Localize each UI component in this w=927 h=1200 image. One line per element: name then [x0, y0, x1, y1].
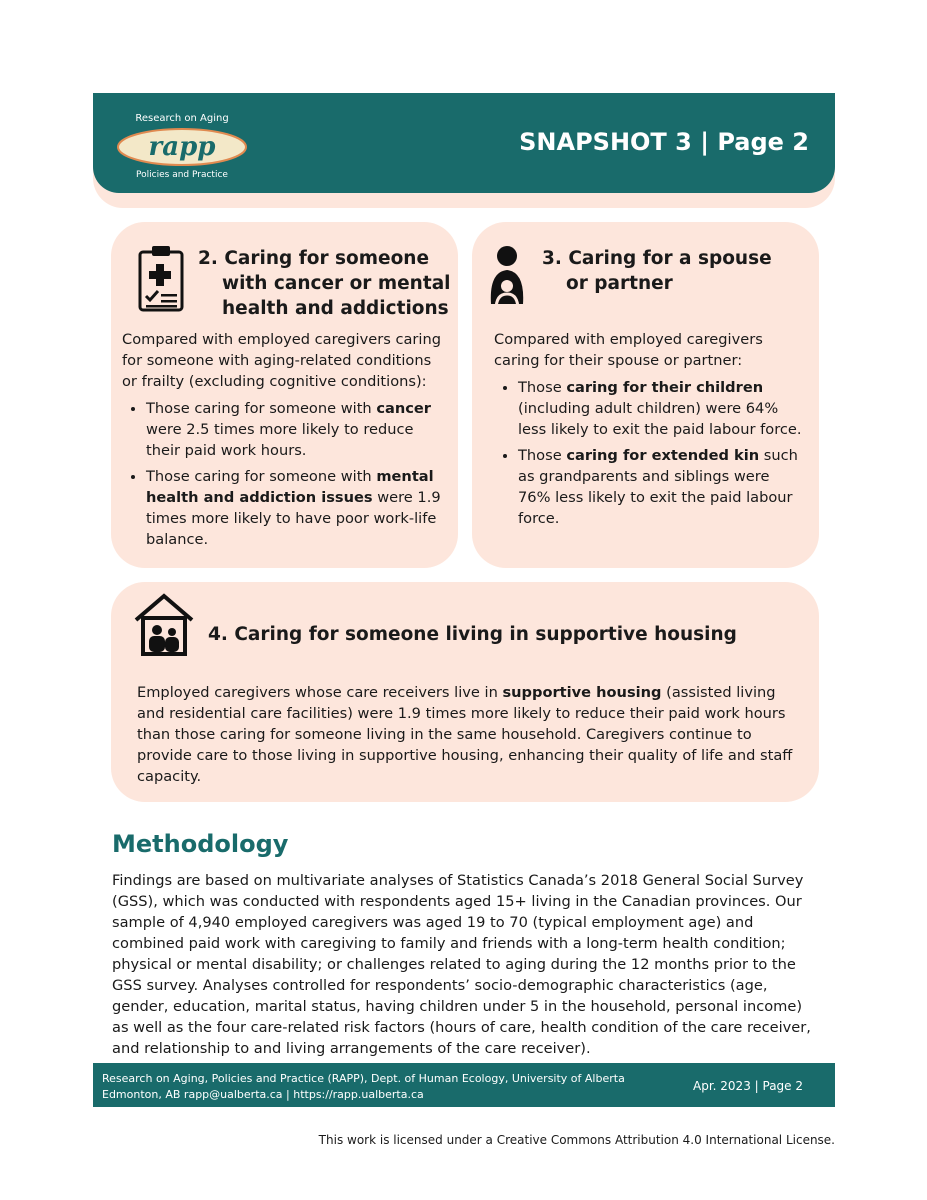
card2-title-line2: with cancer or mental: [222, 273, 451, 294]
card-spouse-partner: [472, 222, 819, 568]
bullet-text: Those caring for someone with: [146, 468, 377, 485]
logo-name: rapp: [148, 132, 216, 162]
rapp-logo: [113, 111, 251, 181]
bullet-bold: caring for extended kin: [566, 447, 760, 464]
person-hugging-icon: [487, 244, 527, 316]
snapshot-title: SNAPSHOT 3 | Page 2: [519, 128, 809, 156]
card3-title-line2: or partner: [566, 273, 673, 294]
card4-title: 4. Caring for someone living in supportive housing: [208, 624, 737, 645]
card2-title: [198, 246, 451, 321]
house-people-icon: [133, 592, 195, 656]
logo-top-text: Research on Aging: [135, 113, 229, 124]
footer-line-2: Edmonton, AB rapp@ualberta.ca | https://rapp.ualberta.ca: [102, 1088, 424, 1101]
methodology-title: Methodology: [112, 830, 289, 858]
card2-bullet-1: [146, 398, 447, 461]
footer-date: Apr. 2023 | Page 2: [693, 1079, 803, 1093]
footer-line-1: Research on Aging, Policies and Practice (RAPP), Dept. of Human Ecology, University of Alberta: [102, 1072, 625, 1085]
bullet-text: Those: [518, 379, 567, 396]
license-note: This work is licensed under a Creative Commons Attribution 4.0 International License.: [318, 1133, 835, 1147]
card3-bullet-2: [518, 445, 806, 529]
card3-intro: Compared with employed caregivers caring for their spouse or partner:: [494, 331, 763, 369]
card4-bold: supportive housing: [502, 684, 662, 701]
page-footer: [93, 1063, 835, 1107]
card2-title-line1: 2. Caring for someone: [198, 248, 430, 269]
card4-body: [137, 682, 802, 787]
card3-bullet-list: [494, 377, 806, 529]
card2-title-line3: health and addictions: [222, 298, 449, 319]
bullet-text: such as grandparents and siblings were 76% less likely to exit the paid labour force.: [518, 447, 798, 527]
bullet-bold: caring for their children: [566, 379, 764, 396]
card4-text: Employed caregivers whose care receivers live in: [137, 684, 503, 701]
logo-bottom-text: Policies and Practice: [136, 170, 228, 180]
methodology-section: [112, 870, 817, 1059]
page-header: [93, 93, 835, 193]
card-cancer-mental-health: [111, 222, 458, 568]
card2-bullet-list: [122, 398, 447, 550]
bullet-text: (including adult children) were 64% less likely to exit the paid labour force.: [518, 400, 802, 438]
card3-bullet-1: [518, 377, 806, 440]
card2-intro: Compared with employed caregivers caring for someone with aging-related conditions or frailty (excluding cognitive conditions):: [122, 331, 441, 390]
card2-body: [122, 329, 447, 555]
clipboard-medical-icon: [137, 244, 185, 314]
card3-body: [494, 329, 806, 534]
bullet-text: Those caring for someone with: [146, 400, 377, 417]
bullet-text: were 2.5 times more likely to reduce their paid work hours.: [146, 421, 414, 459]
bullet-bold: mental health and addiction issues: [146, 468, 434, 506]
bullet-text: Those: [518, 447, 567, 464]
card-supportive-housing: [111, 582, 819, 802]
card3-title-line1: 3. Caring for a spouse: [542, 248, 772, 269]
bullet-text: were 1.9 times more likely to have poor work-life balance.: [146, 489, 441, 548]
bullet-bold: cancer: [376, 400, 431, 417]
methodology-body: Findings are based on multivariate analyses of Statistics Canada’s 2018 General Social Survey (GSS), which was conducted with respondents aged 15+ living in the Canadian provinces. Our sample of 4,940 employed caregivers was aged 19 to 70 (typical employment age) and combined paid work with caregiving to family and friends with a long-term health condition; physical or mental disability; or challenges related to aging during the 12 months prior to the GSS survey. Analyses controlled for respondents’ socio-demographic characteristics (age, gender, education, marital status, having children under 5 in the household, personal income) as well as the four care-related risk factors (hours of care, health condition of the care receiver, and relationship to and living arrangements of the care receiver).: [112, 872, 811, 1057]
card2-bullet-2: [146, 466, 447, 550]
card4-text: (assisted living and residential care facilities) were 1.9 times more likely to reduce their paid work hours than those caring for someone living in the same household. Caregivers continue to provide care to those living in supportive housing, enhancing their quality of life and staff capacity.: [137, 684, 793, 785]
card3-title: [542, 246, 772, 296]
